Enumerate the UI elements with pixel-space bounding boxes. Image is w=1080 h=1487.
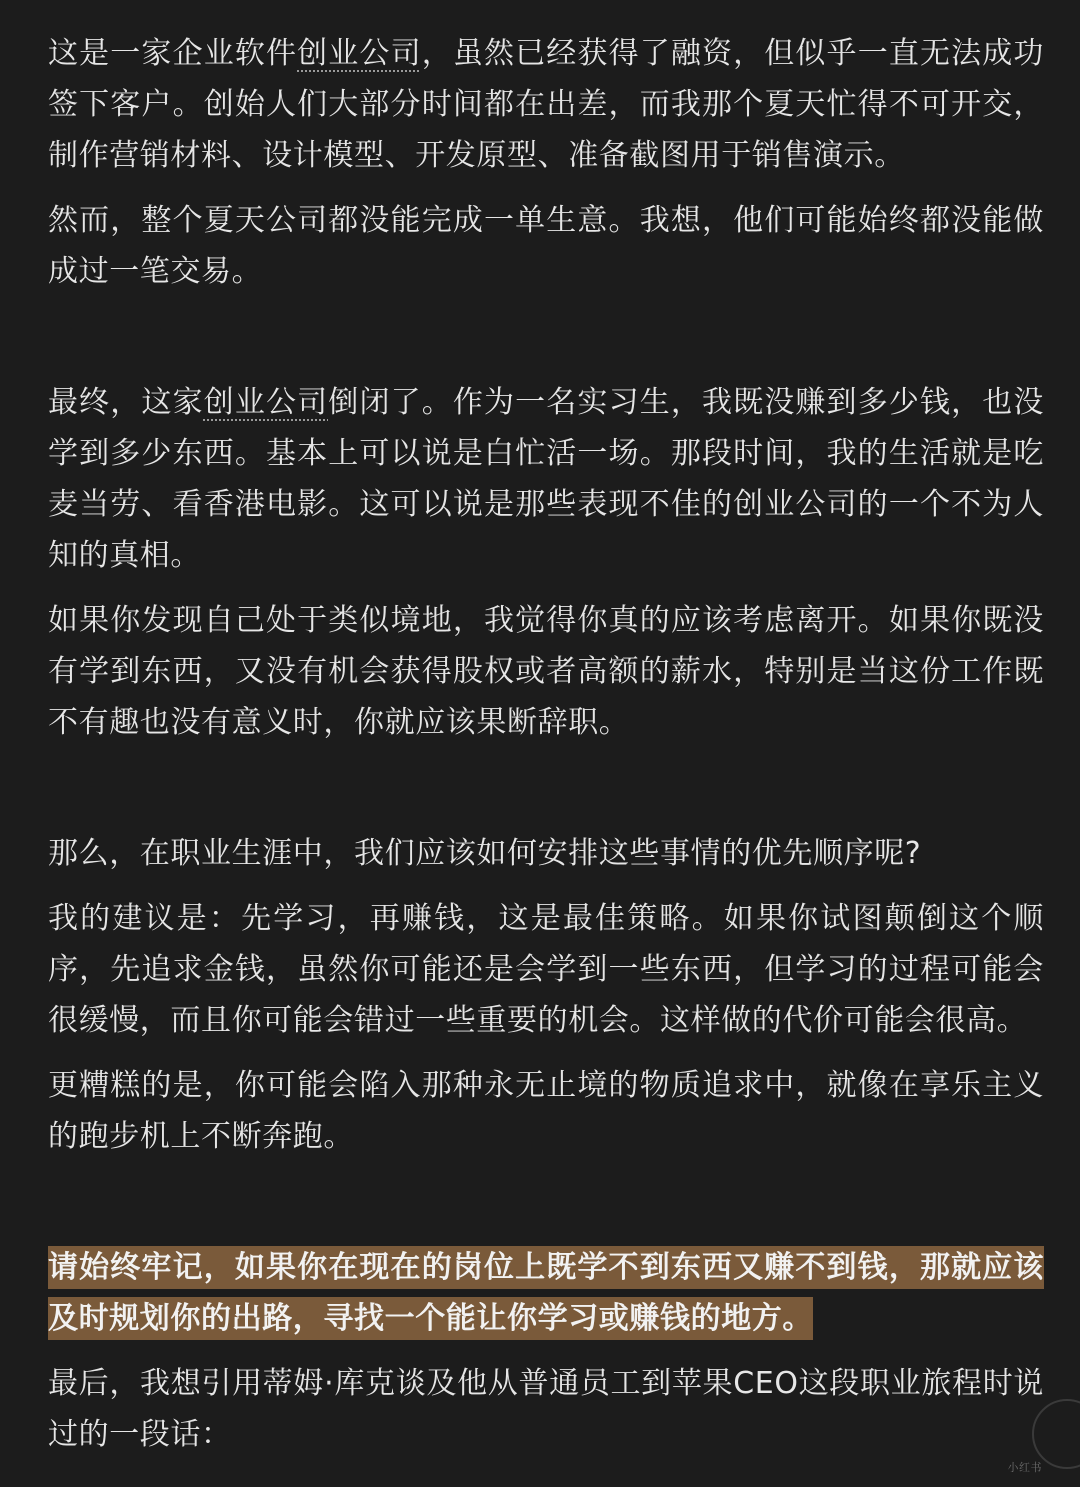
section-gap	[48, 762, 1044, 828]
paragraph-3	[48, 377, 1044, 581]
paragraph-1-start: 这是一家企业软件	[48, 36, 298, 71]
dotted-term-startup[interactable]: 创业公司	[297, 36, 422, 71]
section-gap	[48, 311, 1044, 377]
section-gap	[48, 1176, 1044, 1242]
paragraph-3-start: 最终，这家	[48, 385, 204, 420]
paragraph-7: 更糟糕的是，你可能会陷入那种永无止境的物质追求中，就像在享乐主义的跑步机上不断奔跑。	[48, 1068, 1044, 1154]
highlighted-quote	[48, 1242, 1044, 1344]
paragraph-3-rest: 倒闭了。作为一名实习生，我既没赚到多少钱，也没学到多少东西。基本上可以说是白忙活一场。那段时间，我的生活就是吃麦当劳、看香港电影。这可以说是那些表现不佳的创业公司的一个不为人知的真相。	[48, 385, 1045, 573]
paragraph-1	[48, 28, 1044, 181]
paragraph-4: 如果你发现自己处于类似境地，我觉得你真的应该考虑离开。如果你既没有学到东西，又没有机会获得股权或者高额的薪水，特别是当这份工作既不有趣也没有意义时，你就应该果断辞职。	[48, 603, 1044, 740]
paragraph-9: 最后，我想引用蒂姆·库克谈及他从普通员工到苹果CEO这段职业旅程时说过的一段话：	[48, 1366, 1044, 1452]
paragraph-1-rest: ，虽然已经获得了融资，但似乎一直无法成功签下客户。创始人们大部分时间都在出差，而我那个夏天忙得不可开交，制作营销材料、设计模型、开发原型、准备截图用于销售演示。	[48, 36, 1045, 173]
paragraph-2: 然而，整个夏天公司都没能完成一单生意。我想，他们可能始终都没能做成过一笔交易。	[48, 203, 1044, 289]
watermark-logo: 小红书	[1007, 1461, 1042, 1474]
dotted-term-startup[interactable]: 创业公司	[203, 385, 329, 420]
paragraph-5: 那么，在职业生涯中，我们应该如何安排这些事情的优先顺序呢?	[48, 836, 922, 871]
paragraph-6: 我的建议是：先学习，再赚钱，这是最佳策略。如果你试图颠倒这个顺序，先追求金钱，虽然你可能还是会学到一些东西，但学习的过程可能会很缓慢，而且你可能会错过一些重要的机会。这样做的代价可能会很高。	[48, 901, 1044, 1038]
article-body	[48, 28, 1044, 1474]
highlighted-text: 请始终牢记，如果你在现在的岗位上既学不到东西又赚不到钱，那就应该及时规划你的出路，寻找一个能让你学习或赚钱的地方。	[48, 1246, 1044, 1340]
